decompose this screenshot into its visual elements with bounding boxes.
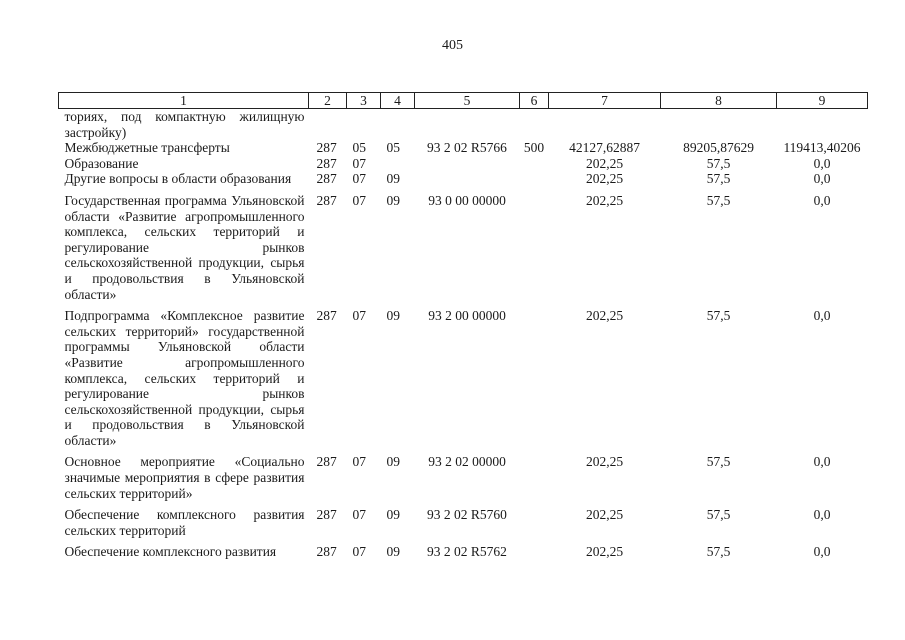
header-col-7: 7 bbox=[549, 93, 661, 109]
row-pr: 09 bbox=[386, 544, 400, 560]
row-csr: 93 2 00 00000 bbox=[428, 308, 506, 324]
header-col-1: 1 bbox=[59, 93, 309, 109]
header-col-5: 5 bbox=[415, 93, 520, 109]
row-value-col8: 57,5 bbox=[706, 507, 731, 523]
row-value-col7: 202,25 bbox=[585, 192, 624, 208]
header-col-6: 6 bbox=[520, 93, 549, 109]
row-rz: 07 bbox=[352, 192, 366, 208]
header-col-9: 9 bbox=[777, 93, 868, 109]
table-row bbox=[59, 501, 868, 538]
row-rz: 07 bbox=[352, 308, 366, 324]
row-name: Обеспечение комплексного развития bbox=[64, 544, 277, 560]
row-value-col8: 57,5 bbox=[706, 192, 731, 208]
row-rz: 05 bbox=[352, 140, 366, 156]
row-value-col8: 89205,87629 bbox=[683, 140, 754, 156]
row-vr bbox=[520, 156, 549, 172]
row-vr bbox=[520, 109, 549, 141]
row-value-col7: 202,25 bbox=[585, 544, 624, 560]
row-name: ториях, под компактную жилищную застройку) bbox=[64, 109, 305, 140]
row-pr bbox=[381, 156, 415, 172]
row-csr: 93 2 02 R5760 bbox=[427, 507, 507, 523]
row-value-col8 bbox=[661, 109, 777, 141]
row-rz: 07 bbox=[352, 544, 366, 560]
row-ved: 287 bbox=[316, 140, 337, 156]
row-value-col9: 0,0 bbox=[813, 544, 831, 560]
row-name: Образование bbox=[64, 155, 139, 171]
row-name: Основное мероприятие «Социально значимые мероприятия в сфере развития сельских территорий» bbox=[64, 454, 305, 501]
row-name: Другие вопросы в области образования bbox=[64, 171, 292, 187]
row-value-col7: 202,25 bbox=[585, 155, 624, 171]
row-vr bbox=[520, 501, 549, 538]
row-name: Государственная программа Ульяновской области «Развитие агропромышленного комплекса, сельских территорий и регулирование рынков сельскохозяйственной продукции, сырья и продовольствия в Ульяновской области» bbox=[64, 192, 305, 302]
row-rz: 07 bbox=[352, 155, 366, 171]
row-pr bbox=[381, 109, 415, 141]
row-name: Подпрограмма «Комплексное развитие сельских территорий» государственной программы Ульяновской области «Развитие агропромышленного комплекса, сельских территорий и регулирование рынков сельскохозяйственной продукции, сырья и продовольствия в Ульяновской области» bbox=[64, 308, 305, 448]
header-col-3: 3 bbox=[347, 93, 381, 109]
table-row bbox=[59, 302, 868, 448]
row-ved: 287 bbox=[316, 171, 337, 187]
table-row bbox=[59, 448, 868, 501]
table-row bbox=[59, 156, 868, 172]
row-csr: 93 2 02 00000 bbox=[428, 454, 506, 470]
row-csr bbox=[415, 156, 520, 172]
row-value-col9: 119413,40206 bbox=[783, 140, 861, 156]
header-col-2: 2 bbox=[309, 93, 347, 109]
row-csr: 93 0 00 00000 bbox=[428, 192, 506, 208]
row-vr bbox=[520, 448, 549, 501]
budget-table bbox=[58, 92, 868, 560]
row-value-col8: 57,5 bbox=[706, 544, 731, 560]
row-value-col9: 0,0 bbox=[813, 507, 831, 523]
table-row bbox=[59, 140, 868, 156]
row-ved: 287 bbox=[316, 192, 337, 208]
row-value-col9 bbox=[777, 109, 868, 141]
row-vr bbox=[520, 302, 549, 448]
row-ved: 287 bbox=[316, 155, 337, 171]
table-header bbox=[59, 93, 868, 109]
table-row bbox=[59, 109, 868, 141]
row-rz: 07 bbox=[352, 171, 366, 187]
row-value-col8: 57,5 bbox=[706, 308, 731, 324]
row-ved: 287 bbox=[316, 507, 337, 523]
row-vr: 500 bbox=[523, 140, 545, 156]
page-number: 405 bbox=[442, 38, 463, 53]
row-value-col8: 57,5 bbox=[706, 454, 731, 470]
row-value-col7: 202,25 bbox=[585, 454, 624, 470]
row-vr bbox=[520, 171, 549, 187]
row-csr: 93 2 02 R5762 bbox=[427, 544, 507, 560]
row-csr: 93 2 02 R5766 bbox=[427, 140, 507, 156]
header-col-8: 8 bbox=[661, 93, 777, 109]
row-vr bbox=[520, 538, 549, 560]
header-col-4: 4 bbox=[381, 93, 415, 109]
row-value-col9: 0,0 bbox=[813, 171, 831, 187]
row-pr: 05 bbox=[386, 140, 400, 156]
row-value-col9: 0,0 bbox=[813, 155, 831, 171]
row-pr: 09 bbox=[386, 454, 400, 470]
row-vr bbox=[520, 187, 549, 302]
row-pr: 09 bbox=[386, 192, 400, 208]
row-value-col9: 0,0 bbox=[813, 454, 831, 470]
row-pr: 09 bbox=[386, 507, 400, 523]
header-row bbox=[59, 93, 868, 109]
table-row bbox=[59, 538, 868, 560]
row-name: Межбюджетные трансферты bbox=[64, 140, 230, 156]
row-value-col7 bbox=[549, 109, 661, 141]
row-value-col7: 202,25 bbox=[585, 507, 624, 523]
row-ved: 287 bbox=[316, 544, 337, 560]
row-value-col8: 57,5 bbox=[706, 171, 731, 187]
table-row bbox=[59, 171, 868, 187]
row-name: Обеспечение комплексного развития сельских территорий bbox=[64, 507, 305, 538]
row-value-col7: 202,25 bbox=[585, 308, 624, 324]
row-pr: 09 bbox=[386, 308, 400, 324]
row-rz: 07 bbox=[352, 454, 366, 470]
row-ved: 287 bbox=[316, 308, 337, 324]
row-value-col7: 42127,62887 bbox=[569, 140, 640, 156]
row-value-col9: 0,0 bbox=[813, 308, 831, 324]
row-csr bbox=[415, 109, 520, 141]
row-value-col8: 57,5 bbox=[706, 155, 731, 171]
table-row bbox=[59, 187, 868, 302]
row-csr bbox=[415, 171, 520, 187]
row-value-col7: 202,25 bbox=[585, 171, 624, 187]
row-rz bbox=[347, 109, 381, 141]
table-body bbox=[59, 109, 868, 561]
row-rz: 07 bbox=[352, 507, 366, 523]
row-ved: 287 bbox=[316, 454, 337, 470]
row-pr: 09 bbox=[386, 171, 400, 187]
row-ved bbox=[309, 109, 347, 141]
row-value-col9: 0,0 bbox=[813, 192, 831, 208]
